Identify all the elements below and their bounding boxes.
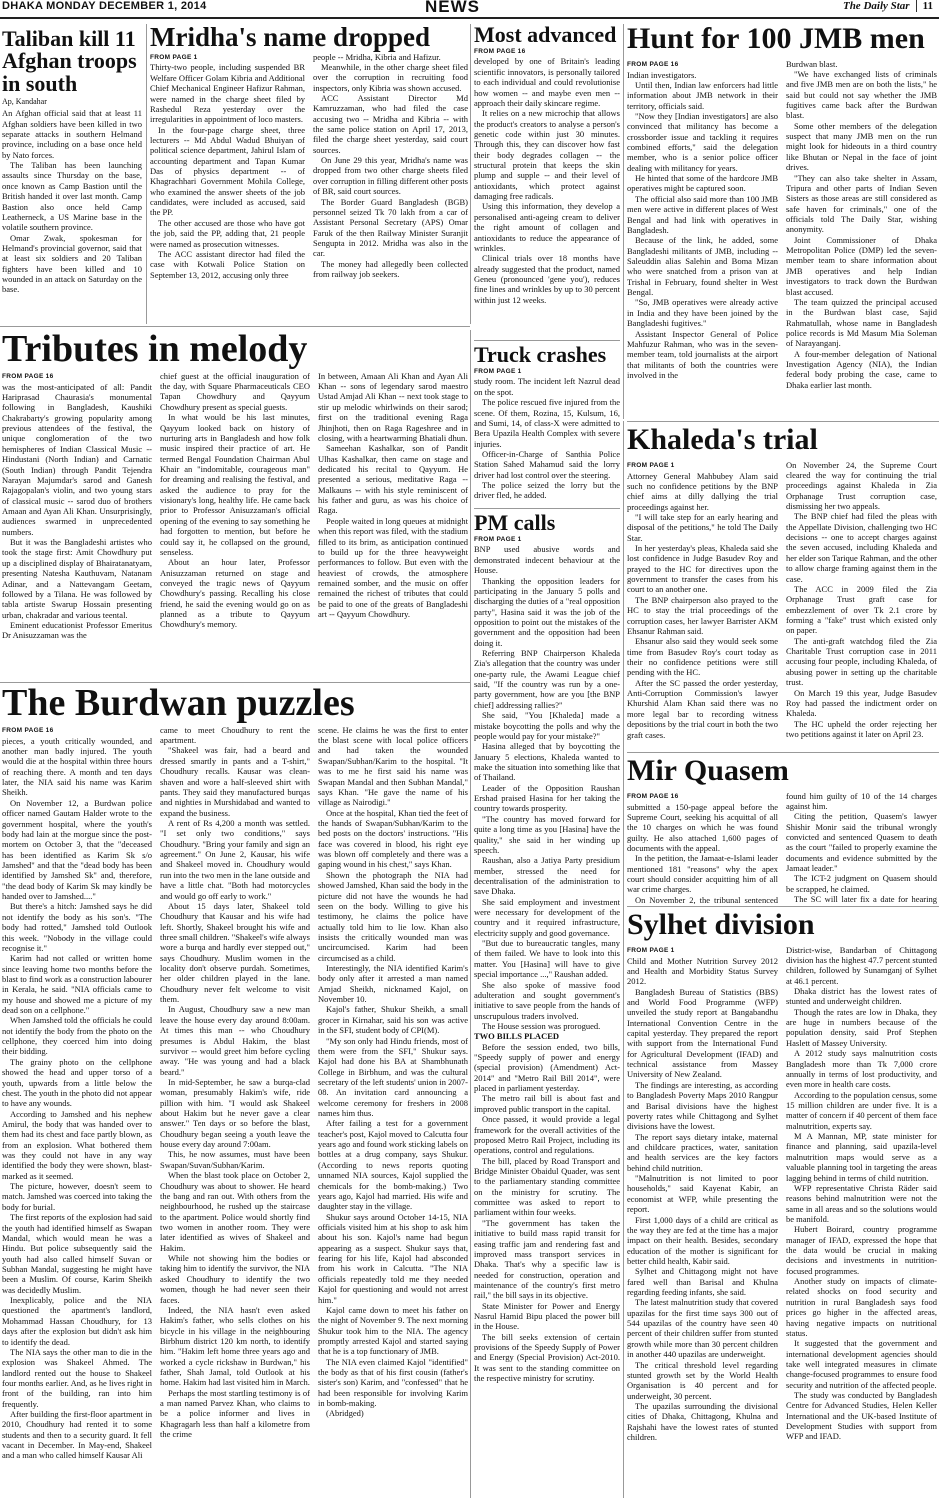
paragraph: In August, Choudhury saw a new man leave the house every day around 8:00am. At times this man -- who Choudhury presumes is Abdul Hakim, the blast survivor -- would greet him before cycling away. "He was young and had a black beard.": [160, 1004, 310, 1077]
paragraph: The BNP chairperson also prayed to the HC to stay the trial proceedings of the corruption cases, her lawyer Barrister AKM Ehsanur Rahman said.: [627, 594, 778, 636]
dateline: DHAKA MONDAY DECEMBER 1, 2014: [2, 0, 207, 12]
paragraph: On November 2, the tribunal sentenced: [635, 894, 778, 904]
paragraph: According to Jamshed and his nephew Amirul, the body that was handed over to them had its chest and face partly blown, as from an explosion. What bothered them was they could not have in any way identified the body they were shown, blast-marked as it seemed.: [2, 1108, 152, 1181]
paragraph: Inexplicably, police and the NIA questioned the apartment's landlord, Mohammad Hassan Choudhury, for 13 days after the explosion but didn't ask him to identify the dead.: [2, 1295, 152, 1347]
paragraph: Karim had not called or written home since leaving home two months before the blast to find work as a construction labourer in Kerala, he said. "NIA officials came to my house and showed me a picture of my dead son on a cellphone.": [2, 953, 152, 1016]
subheading: TWO BILLS PLACED: [474, 1031, 560, 1042]
paragraph: In the four-page charge sheet, three lecturers -- Md Abdul Wadud Bhuiyan of political science department, Jahirul Islam of accounting department and Tapan Kumar Das of physics department -- of Khagrachhari Government Mohila College, who examined the answer sheets of the job candidates, were included as accused, said the PP.: [150, 124, 305, 218]
body-column: [627, 460, 778, 740]
paragraph: The House session was prorogued.: [482, 1020, 601, 1031]
paragraph: In her yesterday's pleas, Khaleda said she lost confidence in Judge Basudev Roy and prayed to the HC for directives upon the government to transfer the cases from his court to an another one.: [627, 543, 778, 595]
paragraph: The metro rail bill is about fast and improved public transport in the capital.: [474, 1093, 620, 1114]
paragraph: But there's a hitch: Jamshed says he did not identify the body as his son's. "The body had rotted," Jamshed told Outlook this week. "Nobody in the village could recognise it.": [2, 901, 152, 953]
paragraph: developed by one of Britain's leading scientific innovators, is personally tailored to each individual and could revolutionise how women -- and maybe even men -- approach their daily skincare regime.: [474, 56, 620, 108]
paragraph: WFP representative Christa Räder said reasons behind malnutrition were not the same in all areas and so the solutions would be manifold.: [786, 1182, 937, 1224]
paragraph: The police seized the lorry but the driver fled, he added.: [474, 480, 620, 501]
headline: Mridha's name dropped: [150, 24, 431, 52]
paragraph: pieces, a youth critically wounded, and another man badly injured. The youth would die at the hospital within three hours of reaching there. A month and ten days later, the NIA said his name was Karim Sheikh.: [2, 735, 152, 798]
paragraph: Thanking the opposition leaders for participating in the January 5 polls and discharging the duties of a "real opposition party", Hasina said it was the job of the opposition to point out the mistakes of the government and the opposition had been doing it.: [474, 575, 620, 648]
paragraph: She said employment and investment were necessary for development of the country and it required infrastructure, electricity supply and good governance.: [474, 896, 620, 938]
body-column: [474, 544, 620, 1383]
paragraph: The anti-graft watchdog filed the Zia Charitable Trust corruption case in 2011 accusing four people, including Khaleda, of abusing power in setting up the charitable trust.: [786, 635, 937, 688]
paragraph: Until then, Indian law enforcers had little information about JMB network in their territory, officials said.: [627, 79, 778, 111]
paragraph: found him guilty of 10 of the 14 charges against him.: [786, 790, 937, 811]
body-column: [150, 52, 305, 280]
divider: [623, 421, 624, 1498]
article-truck-crashes: [474, 344, 620, 504]
paragraph: Sylhet and Chittagong might not have fared well than Barisal and Khulna regarding feeding infants, she said.: [627, 1266, 778, 1298]
article-mridha: [150, 24, 468, 324]
paragraph: When the blast took place on October 2, Choudhury was about to shower. He heard the bang and ran out. With others from the neighbourhood, he rushed up the staircase to the apartment. Police would shortly find two women in another room. They were later identified as wives of Shakeel and Hakim.: [160, 1170, 310, 1253]
paragraph: It relies on a new microchip that allows the product's creators to analyse a person's genetic code within just 30 minutes. Through this, they can discover how fast their body degrades collagen -- the structural protein that keeps the skin plump and supple -- and their level of antioxidants, which protect against damaging free radicals.: [474, 108, 620, 202]
paragraph: The BNP chief had filed the pleas with the Appellate Division, challenging two HC decisions -- one to accept charges against the seven accused, including Khaleda and her elder son Tarique Rahman, and the other to allow charge framing against them in the case.: [786, 511, 937, 584]
from-page-label: FROM PAGE 1: [150, 53, 198, 61]
body-column: [786, 460, 937, 740]
paragraph: Citing the petition, Quasem's lawyer Shishir Monir said the tribunal wrongly convicted and sentenced Quasem to death as the court "failed to properly examine the documents and evidence submitted by the Jamaat leader.": [786, 811, 937, 874]
body-column: [318, 725, 468, 1461]
body-column: [313, 52, 468, 280]
paragraph: BNP used abusive words and demonstrated indecent behaviour at the House.: [474, 544, 620, 576]
headline: The Burdwan puzzles: [2, 684, 355, 724]
headline: Mir Quasem: [627, 756, 789, 787]
body-column: [627, 791, 778, 904]
paragraph: came to meet Choudhury to rent the apartment.: [160, 724, 310, 746]
paragraph: scene. He claims he was the first to enter the blast scene with local police officers and had taken the wounded Swapan/Subhan/Karim to the hospital. "It was to me he first said his name was Swapan Mandal and then Subhan Mandal," says Khan. "He gave the name of his village as Nairodigi.": [318, 724, 468, 808]
paragraph: The Taliban has been launching assaults since Thursday on the base, once known as Camp Bastion until the British handed it over last month. Camp Bastion also once held Camp Leatherneck, a US Marine base in the volatile southern province.: [2, 160, 142, 233]
page-number: 11: [916, 0, 933, 12]
paragraph: The Border Guard Bangladesh (BGB) personnel seized Tk 70 lakh from a car of Assistant Personal Secretary (APS) Omar Faruk of the then Railway Minister Suranjit Sengupta in 2012. Mridha was also in the car.: [313, 196, 468, 259]
from-page-label: FROM PAGE 1: [627, 461, 675, 469]
body-column: [627, 945, 778, 1443]
paragraph: "The country has moved forward for quite a long time as you [Hasina] have the quality," she said in her winding up speech.: [474, 813, 620, 855]
headline: Hunt for 100 JMB men: [627, 24, 925, 55]
paragraph: Kajol's father, Shukur Sheikh, a small grocer in Kirnahar, said his son was active in the SFI, student body of CPI(M).: [318, 1004, 468, 1036]
body-column: [2, 725, 152, 1461]
divider: [470, 330, 471, 1498]
from-page-label: FROM PAGE 1: [474, 536, 522, 544]
divider: [0, 326, 470, 327]
paragraph: He hinted that some of the hardcore JMB operatives might be captured soon.: [627, 173, 778, 194]
paragraph: Referring BNP Chairperson Khaleda Zia's allegation that the country was under one-party rule, the Awami League chief said, "If the country was run by a one-party government, how are you [the BNP chief] addressing rallies?": [474, 648, 620, 710]
body-column: [474, 56, 620, 305]
divider: [627, 906, 939, 907]
paragraph: The report says dietary intake, maternal and childcare practices, water, sanitation and health services are the key factors behind child nutrition.: [627, 1131, 778, 1173]
divider: [470, 24, 471, 324]
paragraph: The ICT-2 judgment on Quasem should be scrapped, he claimed.: [786, 873, 937, 894]
paragraph: The SC will later fix a date for hearing: [794, 894, 937, 904]
paragraph: In mid-September, he saw a burqa-clad woman, presumably Hakim's wife, ride pillion with him. "I would ask Shakeel about Hakim but he never gave a clear answer." Ten days or so before the blast, Choudhury began seeing a youth leave the house every day around 7:00am.: [160, 1076, 310, 1150]
paragraph: Once passed, it would provide a legal framework for the overall activities of the proposed Metro Rail Project, including its operations, control and regulations.: [474, 1114, 620, 1156]
paragraph: M A Mannan, MP, state minister for finance and planning, said upazila-level malnutrition maps would serve as a valuable planning tool in targeting the areas lagging behind in terms of child nutrition.: [786, 1131, 937, 1183]
paragraph: On November 24, the Supreme Court cleared the way for continuing the trial proceedings against Khaleda in Zia Orphanage Trust corruption case, dismissing her two appeals.: [786, 459, 937, 512]
paragraph: Hasina alleged that by boycotting the January 5 elections, Khaleda wanted to make the situation into something like that of Thailand.: [474, 741, 620, 783]
paragraph: Bangladesh Bureau of Statistics (BBS) and World Food Programme (WFP) unveiled the study report at Bangabandhu International Convention Centre in the capital yesterday. They prepared the report with support from the International Fund for Agricultural Development (IFAD) and technical assistance from Massey University of New Zealand.: [627, 986, 778, 1080]
paragraph: Joint Commissioner of Dhaka Metropolitan Police (DMP) led the seven-member team to share information about JMB operatives and help Indian investigators to track down the Burdwan blast accused.: [786, 234, 937, 297]
article-khaleda: [627, 425, 937, 750]
body-column: [2, 108, 142, 294]
paragraph: Ehsanur also said they would seek some time from Basudev Roy's court today as their no confidence petitions were still pending with the HC.: [627, 636, 778, 678]
paragraph: "I will take step for an early hearing and disposal of the petitions," he told The Daily Star.: [627, 511, 778, 543]
body-column: [160, 371, 310, 641]
paragraph: "We have exchanged lists of criminals and five JMB men are on both the lists," he said but could not say whether the JMB fugitives came back after the Burdwan blast.: [786, 68, 937, 121]
divider: [627, 752, 939, 753]
byline: Ap, Kandahar: [2, 97, 47, 107]
body-column: [474, 376, 620, 500]
paragraph: On March 19 this year, Judge Basudev Roy had passed the indictment order on Khaleda.: [786, 687, 937, 719]
paragraph: On June 29 this year, Mridha's name was dropped from two other charge sheets filed over corruption in filling different other posts of BR, said court sources.: [313, 155, 468, 197]
paragraph: The ACC assistant director had filed the case with Kotwali Police Station on September 13, 2012, accusing only three: [150, 248, 305, 280]
paragraph: People waited in long queues at midnight when this report was filed, with the stadium filled to its brim, as anticipation continued to build up for the three heavyweight performances to follow. But even with the heaviest of crowds, the atmosphere remained somber, and the music on offer remained the richest of tributes that could be paid to one of the greats of Bangladeshi art -- Qayyum Chowdhury.: [318, 515, 468, 620]
paragraph: It suggested that the government and international development agencies should take well integrated measures in climate change-focused programmes to ensure food security and nutrition of the affected people.: [786, 1338, 937, 1390]
paragraph: Because of the link, he added, some Bangladeshi militants of JMB, including --Saleuddin alias Salehin and Boma Mizan who were snatched from a prison van at Trishal in February, found shelter in West Bengal.: [627, 235, 778, 298]
from-page-label: FROM PAGE 16: [2, 726, 54, 734]
paragraph: The official also said more than 100 JMB men were active in different places of West Bengal and had link with operatives in Bangladesh.: [627, 193, 778, 235]
paragraph: Perhaps the most startling testimony is of a man named Parvez Khan, who claims to be a police informer and lives in Khagragarh less than half a kilometre from the crime: [160, 1387, 310, 1440]
paragraph: The findings are interesting, as according to Bangladesh Poverty Maps 2010 Rangpur and Barisal divisions have the highest poverty rates while Chittagong and Sylhet divisions have the lowest.: [627, 1079, 778, 1132]
article-tributes: [2, 330, 468, 680]
paragraph: The first reports of the explosion had said the youth had identified himself as Swapan Mandal, which would mean he was a Hindu. But police subsequently said the youth had also called himself Suvan or Subhan Mandal, suggesting he might have been a Muslim. Of course, Karim Sheikh was decidedly Muslim.: [2, 1212, 152, 1295]
paragraph: Thirty-two people, including suspended BR Welfare Officer Golam Kibria and Additional Chief Mechanical Engineer Hafizur Rahman, were named in the charge sheet filed by Rashedul Reza yesterday over the irregularities in appointment of loco masters.: [150, 62, 305, 125]
paragraph: Omar Zwak, spokesman for Helmand's provincial governor, said that at least six soldiers and 20 Taliban fighters have been killed and 10 wounded in an attack on Saturday on the base.: [2, 232, 142, 295]
section-name: NEWS: [425, 0, 480, 16]
headline: Khaleda's trial: [627, 425, 818, 456]
paragraph: District-wise, Bandarban of Chittagong division has the highest 47.7 percent stunted children, followed by Sunamganj of Sylhet at 46.1 percent.: [786, 944, 937, 986]
paragraph: Sameehan Kashalkar, son of Pandit Ulhas Kashalkar, then came on stage and dedicated his recital to Qayyum. He presented a serious, meditative Raga -- Malkauns -- with his style reminiscent of his father and guru, as was his choice of Raga.: [318, 443, 468, 516]
paragraph: While not showing him the bodies or taking him to identify the survivor, the NIA asked Choudhury to identify the two women, though he had never seen their faces.: [160, 1253, 310, 1305]
body-column: [786, 791, 937, 904]
body-column: [786, 945, 937, 1443]
from-page-label: FROM PAGE 16: [627, 792, 679, 800]
paragraph: chief guest at the official inauguration of the day, with Square Pharmaceuticals CEO Tapan Chowdhury and Qayyum Chowdhury present as special guests.: [160, 370, 310, 412]
paragraph: When Jamshed told the officials he could not identify the body from the photo on the cellphone, they coerced him into doing their bidding.: [2, 1015, 152, 1057]
paragraph: But it was the Bangladeshi artistes who took the stage first: Amit Chowdhury put up a disciplined display of Bhairatanatyam, presenting Natesha Kauthuvam, Natanam Adinar, and a Nattevangam Geetam, followed by a Tilana. He was followed by tabla artiste Swarup Hossain presenting urban, chakradar and various teental.: [2, 537, 152, 620]
paragraph: The team quizzed the principal accused in the Burdwan blast case, Sajid Rahmatullah, whose name in Bangladesh police records is Md Masum Mia Soleman of Narayanganj.: [786, 296, 937, 349]
paragraph: submitted a 150-page appeal before the Supreme Court, seeking his acquittal of all the 10 charges on which he was found guilty. He also attached 1,600 pages of documents with the appeal.: [627, 801, 778, 853]
paragraph: State Minister for Power and Energy Nasrul Hamid Bipu placed the power bill in the House.: [474, 1300, 620, 1332]
body-column: [627, 59, 778, 391]
paragraph: Clinical trials over 18 months have already suggested that the product, named Geneu (pronounced 'gene you'), reduces fine lines and wrinkles by up to 30 percent within just 12 weeks.: [474, 253, 620, 305]
paragraph: "They can also take shelter in Assam, Tripura and other parts of Indian Seven Sisters as those areas are still considered as safe haven for criminals," one of the officials told The Daily Star, wishing anonymity.: [786, 172, 937, 235]
divider: [623, 24, 624, 419]
paragraph: Indian investigators.: [627, 69, 697, 80]
paragraph: The picture, however, doesn't seem to match. Jamshed was coerced into taking the body for burial.: [2, 1181, 152, 1212]
article-hunt: [627, 24, 937, 419]
paragraph: Though the rates are low in Dhaka, they are huge in numbers because of the population density, said Prof Stephen Haslett of Massey University.: [786, 1006, 937, 1048]
paragraph: "Now they [Indian investigators] are also convinced that militancy has become a crossborder issue and tackling it requires combined efforts," said the delegation member, who is a senior police officer dealing with militancy for years.: [627, 110, 778, 173]
article-sylhet: [627, 910, 937, 1498]
paragraph: In the petition, the Jamaat-e-Islami leader mentioned 181 "reasons" why the apex court should consider acquitting him of all war crime charges.: [627, 853, 778, 895]
body-column: [2, 371, 152, 641]
paragraph: "Malnutrition is not limited to poor households," said Kayenat Kabir, an economist at WFP, while presenting the report.: [627, 1173, 778, 1215]
paragraph: The bill seeks extension of certain provisions of the Speedy Supply of Power and Energy (Special Provision) Act-2010. It was sent to the standing committee on the respective ministry for scrutiny.: [474, 1331, 620, 1384]
paragraph: Hubert Boirard, country programme manager of IFAD, expressed the hope that the data would be crucial in making decisions and investments in nutrition-focused programmes.: [786, 1224, 937, 1276]
paragraph: Dhaka district has the lowest rates of stunted and underweight children.: [786, 986, 937, 1007]
paragraph: Using this information, they develop a personalised anti-ageing cream to deliver the right amount of collagen and antioxidants to reduce the appearance of wrinkles.: [474, 201, 620, 253]
headline: Most advanced: [474, 24, 617, 47]
from-page-label: FROM PAGE 1: [627, 946, 675, 954]
divider: [627, 421, 939, 422]
paragraph: After failing a test for a government teacher's post, Kajol moved to Calcutta four years ago and found work sticking labels on bottles at a drug company, says Shukur. (According to news reports quoting unnamed NIA sources, Kajol supplied the chemicals for the bomb-making.) Two years ago, Kajol had married. His wife and daughter stay in the village.: [318, 1118, 468, 1212]
paragraph: A rent of Rs 4,200 a month was settled. "I set only two conditions," says Choudhury. "Bring your family and sign an agreement." On June 2, Kausar, his wife and Shakeel moved in. Choudhury would run into the two men in the lane outside and have a little chat. "Both had motorcycles and would go off early to work.": [160, 817, 310, 901]
paragraph: (Abridged): [326, 1408, 364, 1419]
from-page-label: FROM PAGE 16: [627, 60, 679, 68]
paragraph: "The government has taken the initiative to build mass rapid transit for easing traffic jam and rendering fast and improved mass transport services in Dhaka. That's why a specific law is needed for construction, operation and maintenance of the country's first metro rail," the bill says in its objective.: [474, 1217, 620, 1301]
headline: PM calls: [474, 512, 556, 535]
paragraph: Before the session ended, two bills, "Speedy supply of power and energy (special provision) (Amendment) Act-2014" and "Metro Rail Bill 2014", were placed in parliament yesterday.: [474, 1041, 620, 1094]
paragraph: Indeed, the NIA hasn't even asked Hakim's father, who sells clothes on his bicycle in his village in the neighbouring Birbhum district 120 km north, to identify him. "Hakim left home three years ago and worked a cycle rickshaw in Burdwan," his father, Shah Jamal, told Outlook at his home. Hakim had last visited him in March.: [160, 1304, 310, 1388]
headline: Sylhet division: [627, 910, 815, 941]
article-mir-quasem: [627, 756, 937, 904]
paragraph: study room. The incident left Nazrul dead on the spot.: [474, 376, 620, 397]
paragraph: ACC Assistant Director Md Kamruzzaman, who had filed the case accusing two -- Mridha and Kibria -- with the same police station on April 17, 2013, filed the charge sheet yesterday, said court sources.: [313, 92, 468, 155]
paragraph: Kajol came down to meet his father on the night of November 9. The next morning Shukur took him to the NIA. The agency promptly arrested Kajol and started saying that he is a top functionary of JMB.: [318, 1304, 468, 1357]
body-column: [786, 59, 937, 391]
paragraph: Burdwan blast.: [786, 58, 838, 69]
article-burdwan: [2, 684, 468, 1498]
paragraph: She said, "You [Khaleda] made a mistake boycotting the polls and why the people would pay for your mistake?": [474, 710, 620, 741]
paragraph: Raushan, also a Jatiya Party presidium member, stressed the need for decentralisation of the administration to save Dhaka.: [474, 855, 620, 897]
article-taliban: [2, 28, 142, 328]
paragraph: She also spoke of massive food adulteration and sought government's initiative to save people from the hands of unscrupulous traders involved.: [474, 979, 620, 1021]
paragraph: Child and Mother Nutrition Survey 2012 and Health and Morbidity Status Survey 2012.: [627, 955, 778, 987]
masthead: [843, 0, 933, 12]
paragraph: This, he now assumes, must have been Swapan/Suvan/Subhan/Karim.: [160, 1149, 310, 1170]
paragraph: About an hour later, Professor Anisuzzaman returned on stage and conveyed the tragic news of Qayyum Chowdhury's passing. Recalling his close friend, he said the evening would go on as planned as a tribute to Qayyum Chowdhury's memory.: [160, 557, 310, 630]
paragraph: "My son only had Hindu friends, most of them were from the SFI," Shukur says. Kajol had done his BA at Shambhunath College in Birbhum, and was the cultural secretary of the left students' union in 2007-08. An invitation card announcing a welcome ceremony for freshers in 2008 names him thus.: [318, 1035, 468, 1119]
from-page-label: FROM PAGE 16: [474, 48, 526, 56]
paragraph: "So, JMB operatives were already active in India and they have been joined by the Bangladeshi fugitives.": [627, 297, 778, 329]
paragraph: "Shakeel was fair, had a beard and dressed smartly in pants and a T-shirt," Choudhury recalls. Kausar was clean-shaven and wore a half-sleeved shirt with pants. They said they manufactured burqas and nighties in Murshidabad and wanted to expand the business.: [160, 745, 310, 818]
paragraph: "But due to bureaucratic tangles, many of them failed. We have to look into this matter. You [Hasina] will have to give special importance ...," Raushan added.: [474, 938, 620, 980]
paragraph: Interestingly, the NIA identified Karim's body only after it arrested a man named Amjad Sheikh, nicknamed Kajol, on November 10.: [318, 963, 468, 1005]
paragraph: First 1,000 days of a child are critical as the way they are fed at the time has a major impact on their health. Besides, secondary education of the mother is significant for better child health, Kabir said.: [627, 1214, 778, 1266]
paragraph: people -- Mridha, Kibria and Hafizur.: [313, 51, 441, 62]
paragraph: Some other members of the delegation suspect that many JMB men on the run might look for hideouts in a third country like Bhutan or Nepal in the face of joint drives.: [786, 120, 937, 173]
paragraph: Shown the photograph the NIA had showed Jamshed, Khan said the body in the picture did not have the wounds he had seen on the body. Willing to give his testimony, he claims the police have actually told him to lie low. Khan also insists the critically wounded man was uncircumcised. Karim had been circumcised as a child.: [318, 869, 468, 963]
paragraph: Leader of the Opposition Raushan Ershad praised Hasina for her taking the country towards prosperity.: [474, 782, 620, 814]
article-most-advanced: [474, 24, 620, 338]
page-header: [0, 0, 939, 16]
paragraph: In what would be his last minutes, Qayyum looked back on history of nurturing arts in Bangladesh and how folk music inspired their practice of art. He termed Bengal Foundation Chairman Abul Khair an "indomitable, courageous man" for dreaming and realising the festival, and asked the audience to pray for the visionary's long, healthy life. He came back prior to Professor Anisuzzaman's official opening of the evening to say something he had forgotten to mention, but before he could say it, he collapsed on the ground, senseless.: [160, 412, 310, 557]
paragraph: The other accused are those who have got the job, said the PP, adding that, 21 people were named as prosecution witnesses.: [150, 217, 305, 249]
paragraph: was the most-anticipated of all: Pandit Hariprasad Chaurasia's monumental following in Bangladesh, Kaushiki Chakrabarty's growing popularity among previous attendees of the festival, the unique conglomeration of the two hemispheres of Indian Classical Music -- Hindustani (North Indian) and Carnatic (South Indian) through Pandit Tejendra Narayan Majumdar's sarod and Ganesh Rajagopalan's violin, and two young stars of classical music -- sarod duo of brothers Amaan and Ayan Ali Khan. Unsurprisingly, audiences swarmed in unprecedented numbers.: [2, 381, 152, 537]
header-rule: [0, 17, 939, 19]
article-pm-calls: [474, 512, 620, 1497]
paragraph: The study was conducted by Bangladesh Centre for Advanced Studies, Helen Keller International and the UK-based Institute of Development Studies with support from WFP and IFAD.: [786, 1390, 937, 1442]
paragraph: The grainy photo on the cellphone showed the head and upper torso of a youth, upwards from a little below the chest. The youth in the photo did not appear to have any wounds.: [2, 1056, 152, 1109]
paragraph: The money had allegedly been collected from railway job seekers.: [313, 258, 468, 280]
from-page-label: FROM PAGE 1: [474, 368, 522, 376]
paper-name: The Daily Star: [842, 0, 910, 12]
paragraph: The critical threshold level regarding stunted growth set by the World Health Organisation is 40 percent and for underweight, 30 percent.: [627, 1359, 778, 1401]
body-column: [318, 371, 468, 641]
paragraph: A 2012 study says malnutrition costs Bangladesh more than Tk 7,000 crore annually in terms of lost productivity, and even more in health care costs.: [786, 1048, 937, 1090]
headline: Tributes in melody: [2, 330, 308, 370]
paragraph: The NIA says the other man to die in the explosion was Shakeel Ahmed. The landlord rented out the house to Shakeel four months earlier. And, as he lives right in front of the building, ran into him frequently.: [2, 1346, 152, 1409]
paragraph: Officer-in-Charge of Santhia Police Station Sahed Mahamud said the lorry driver had lost control over the steering.: [474, 448, 620, 480]
paragraph: After the SC passed the order yesterday, Anti-Corruption Commission's lawyer Khurshid Alam Khan said there was no more legal bar to recording witness depositions by the trial court in both the two graft cases.: [627, 677, 778, 740]
paragraph: The NIA even claimed Kajol "identified" the body as that of his first cousin (father's sister's son) Karim, and "confessed" that he had been responsible for involving Karim in bomb-making.: [318, 1356, 468, 1409]
paragraph: According to the population census, some 15 million children are under five. It is a matter of concern if 40 percent of them face malnutrition, experts say.: [786, 1089, 937, 1131]
paragraph: The latest malnutrition study that covered upazilas for the first time says 300 out of 544 upazilas of the country have seen 40 percent of their children suffer from stunted growth while more than 30 percent children in another 440 upazilas are underweight.: [627, 1297, 778, 1360]
paragraph: Another study on impacts of climate-related shocks on food security and nutrition in rural Bangladesh says food prices go higher in the affected areas, having negative impacts on nutritional status.: [786, 1276, 937, 1338]
body-column: [160, 725, 310, 1461]
paragraph: After building the first-floor apartment in 2010, Choudhury had rented it to some students and then to a security guard. It fell vacant in December. In May-end, Shakeel and a man who called himself Kausar Ali: [2, 1409, 152, 1461]
paragraph: Assistant Inspector General of Police Mahfuzur Rahman, who was in the seven-member team, told journalists at the airport that militants of both the countries were involved in the: [627, 328, 778, 380]
divider: [474, 508, 620, 509]
paragraph: A four-member delegation of National Investigation Agency (NIA), the Indian federal body probing the case, came to Dhaka earlier last month.: [786, 348, 937, 390]
paragraph: The bill, placed by Road Transport and Bridge Minister Obaidul Quader, was sent to the parliamentary standing committee on the ministry for scrutiny. The committee was asked to report to parliament within four weeks.: [474, 1155, 620, 1218]
divider: [146, 24, 147, 324]
headline: Taliban kill 11 Afghan troops in south: [2, 28, 137, 96]
divider: [0, 682, 470, 683]
paragraph: The upazilas surrounding the divisional cities of Dhaka, Chittagong, Khulna and Rajshahi have the lowest rates of stunted children.: [627, 1400, 778, 1443]
paragraph: The ACC in 2009 filed the Zia Orphanage Trust graft case for embezzlement of over Tk 2.1 crore by forming a "fake" trust which existed only on paper.: [786, 583, 937, 636]
divider: [474, 340, 620, 341]
paragraph: The HC upheld the order rejecting her two petitions against it later on April 23.: [786, 718, 937, 739]
paragraph: Eminent educationist Professor Emeritus Dr Anisuzzaman was the: [2, 619, 152, 641]
paragraph: About 15 days later, Shakeel told Choudhury that Kausar and his wife had left. Shortly, Shakeel brought his wife and three small children. "Shakeel's wife always wore a burqa and hardly ever stepped out," says Choudhury. Muslim women in the locality don't observe purdah. Sometimes, her older children played in the lane. Choudhury never felt welcome to visit them.: [160, 900, 310, 1005]
paragraph: Once at the hospital, Khan tied the feet of the hands of Swapan/Subhan/Karim to the bed posts on the doctors' instructions. "His face was covered in blood, his right eye was blown off completely and there was a gaping wound in his chest," says Khan.: [318, 807, 468, 870]
paragraph: An Afghan official said that at least 11 Afghan soldiers have been killed in two separate attacks in southern Helmand province, including on a base once held by Nato forces.: [2, 108, 142, 160]
paragraph: Shukur says around October 14-15, NIA officials visited him at his shop to ask him about his son. Kajol's name had begun appearing as a suspect. Shukur says that, fearing for his life, Kajol had absconded from his work in Calcutta. "The NIA officials repeatedly told me they needed Kajol for questioning and would not arrest him.": [318, 1211, 468, 1305]
from-page-label: FROM PAGE 16: [2, 372, 54, 380]
paragraph: On November 12, a Burdwan police officer named Gautam Halder wrote to the government hospital, where the youth's body had lain at the morgue since the post-mortem on October 3, that the "deceased has been identified as Karim Sk s/o Jamshed" and that the "dead body has been identified by Jamshed Sk" and, therefore, "the dead body of Karim Sk may kindly be handed over to Jamshed....": [2, 797, 152, 902]
paragraph: In between, Amaan Ali Khan and Ayan Ali Khan -- sons of legendary sarod maestro Ustad Amjad Ali Khan -- next took stage to stir up melodic whirlwinds on their sarod; first on the traditional evening Raga Jhinjhoti, then on Raga Rageshree and in closing, with a heartwarming Bhatiali dhun.: [318, 370, 468, 443]
paragraph: Attorney General Mahbubey Alam said such no confidence petitions by the BNP chief aims at dilly dallying the trial proceedings against her.: [627, 470, 778, 512]
paragraph: The police rescued five injured from the scene. Of them, Rozina, 15, Kulsum, 16, and Sumi, 14, of class-X were admitted to Bera Upazila Health Complex with severe injuries.: [474, 397, 620, 449]
paragraph: Meanwhile, in the other charge sheet filed over the corruption in recruiting food inspectors, only Kibria was shown accused.: [313, 61, 468, 93]
headline: Truck crashes: [474, 344, 607, 367]
